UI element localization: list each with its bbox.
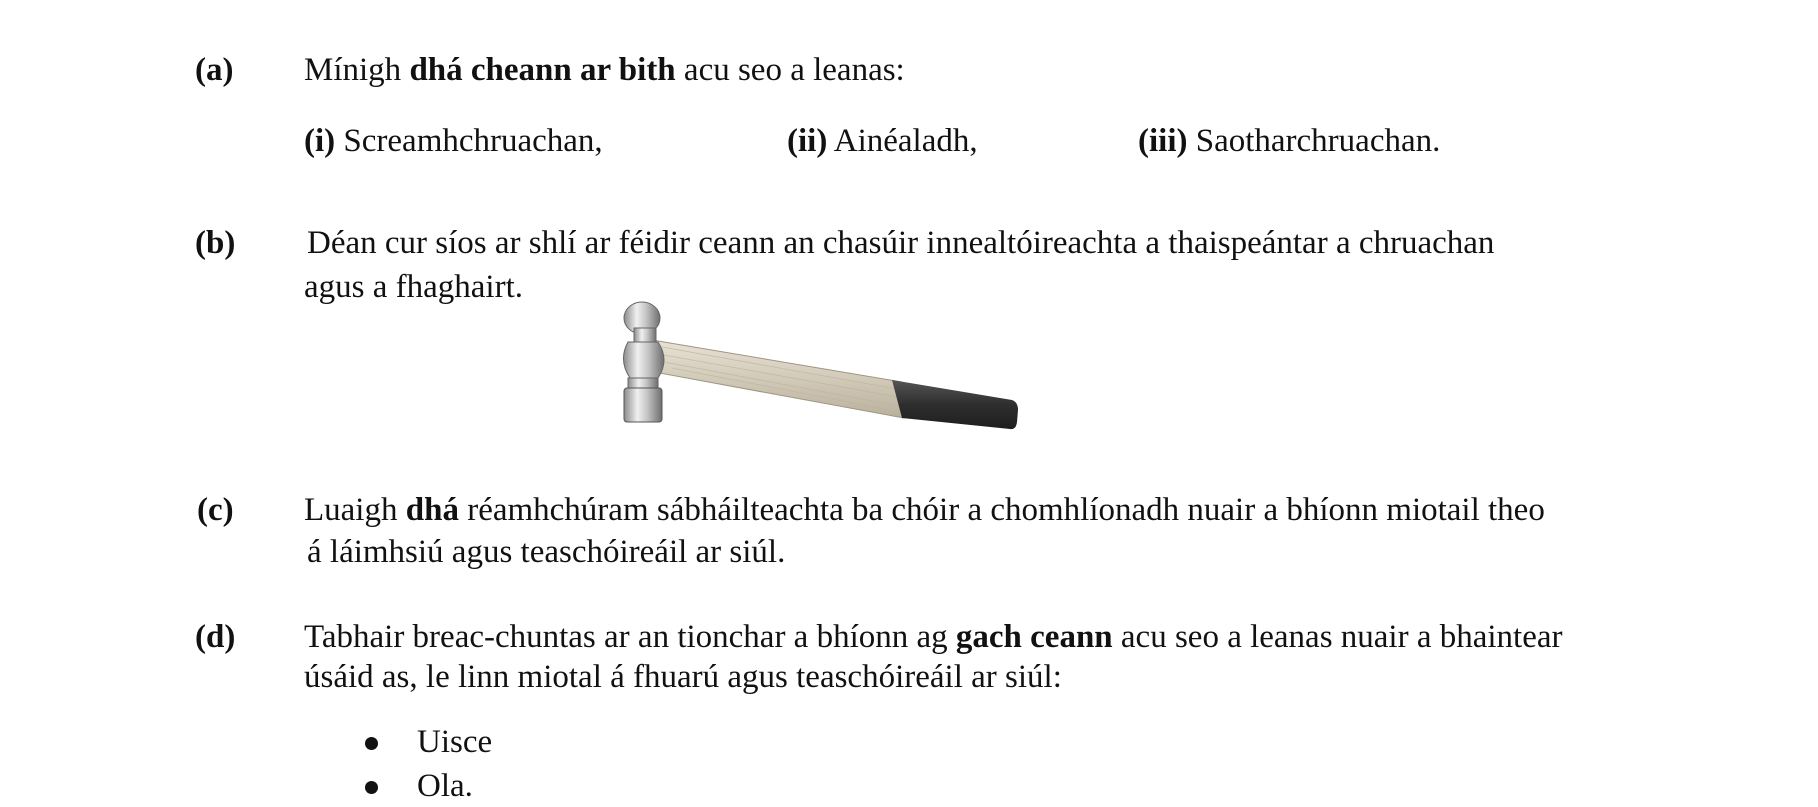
question-a-text-post: acu seo a leanas: bbox=[675, 52, 905, 88]
question-c-line-2: á láimhsiú agus teaschóireáil ar siúl. bbox=[307, 534, 786, 570]
option-i-text: Screamhchruachan, bbox=[335, 123, 603, 159]
question-d-label: (d) bbox=[195, 619, 236, 655]
question-a-text-pre: Mínigh bbox=[304, 52, 410, 88]
question-d-line-1-post: acu seo a leanas nuair a bhaintear bbox=[1112, 619, 1563, 655]
question-d-line-1 bbox=[304, 617, 1563, 658]
option-iii bbox=[1138, 121, 1440, 162]
question-c-line-1-pre: Luaigh bbox=[304, 492, 406, 528]
question-a-label: (a) bbox=[195, 52, 234, 88]
question-d-line-2: úsáid as, le linn miotal á fhuarú agus teaschóireáil ar siúl: bbox=[304, 659, 1062, 695]
option-ii bbox=[787, 121, 978, 162]
option-iii-num: (iii) bbox=[1138, 123, 1188, 159]
question-b-line-2: agus a fhaghairt. bbox=[304, 269, 523, 305]
question-b-label: (b) bbox=[195, 225, 236, 261]
bullet-dot-icon bbox=[365, 737, 378, 750]
question-c-line-1-bold: dhá bbox=[405, 492, 459, 528]
question-a-text-bold: dhá cheann ar bith bbox=[409, 52, 676, 88]
question-c-line-1-post: réamhchúram sábháilteachta ba chóir a chomhlíonadh nuair a bhíonn miotail theo bbox=[458, 492, 1545, 528]
question-c-label: (c) bbox=[197, 492, 234, 528]
option-i-num: (i) bbox=[304, 123, 336, 159]
option-i bbox=[304, 121, 603, 162]
question-d-line-1-pre: Tabhair breac-chuntas ar an tionchar a bhíonn ag bbox=[304, 619, 956, 655]
option-ii-text: Ainéaladh, bbox=[827, 123, 978, 159]
option-iii-text: Saotharchruachan. bbox=[1187, 123, 1441, 159]
bullet-item-ola: Ola. bbox=[417, 768, 473, 804]
bullet-dot-icon bbox=[365, 781, 378, 794]
question-d-line-1-bold: gach ceann bbox=[955, 619, 1113, 655]
option-ii-num: (ii) bbox=[787, 123, 828, 159]
question-b-line-1: Déan cur síos ar shlí ar féidir ceann an chasúir innealtóireachta a thaispeántar a chruachan bbox=[307, 225, 1495, 261]
question-c-line-1 bbox=[304, 490, 1545, 531]
question-a-text bbox=[304, 50, 905, 91]
bullet-item-uisce: Uisce bbox=[417, 724, 493, 760]
ball-peen-hammer-icon bbox=[612, 300, 1032, 440]
